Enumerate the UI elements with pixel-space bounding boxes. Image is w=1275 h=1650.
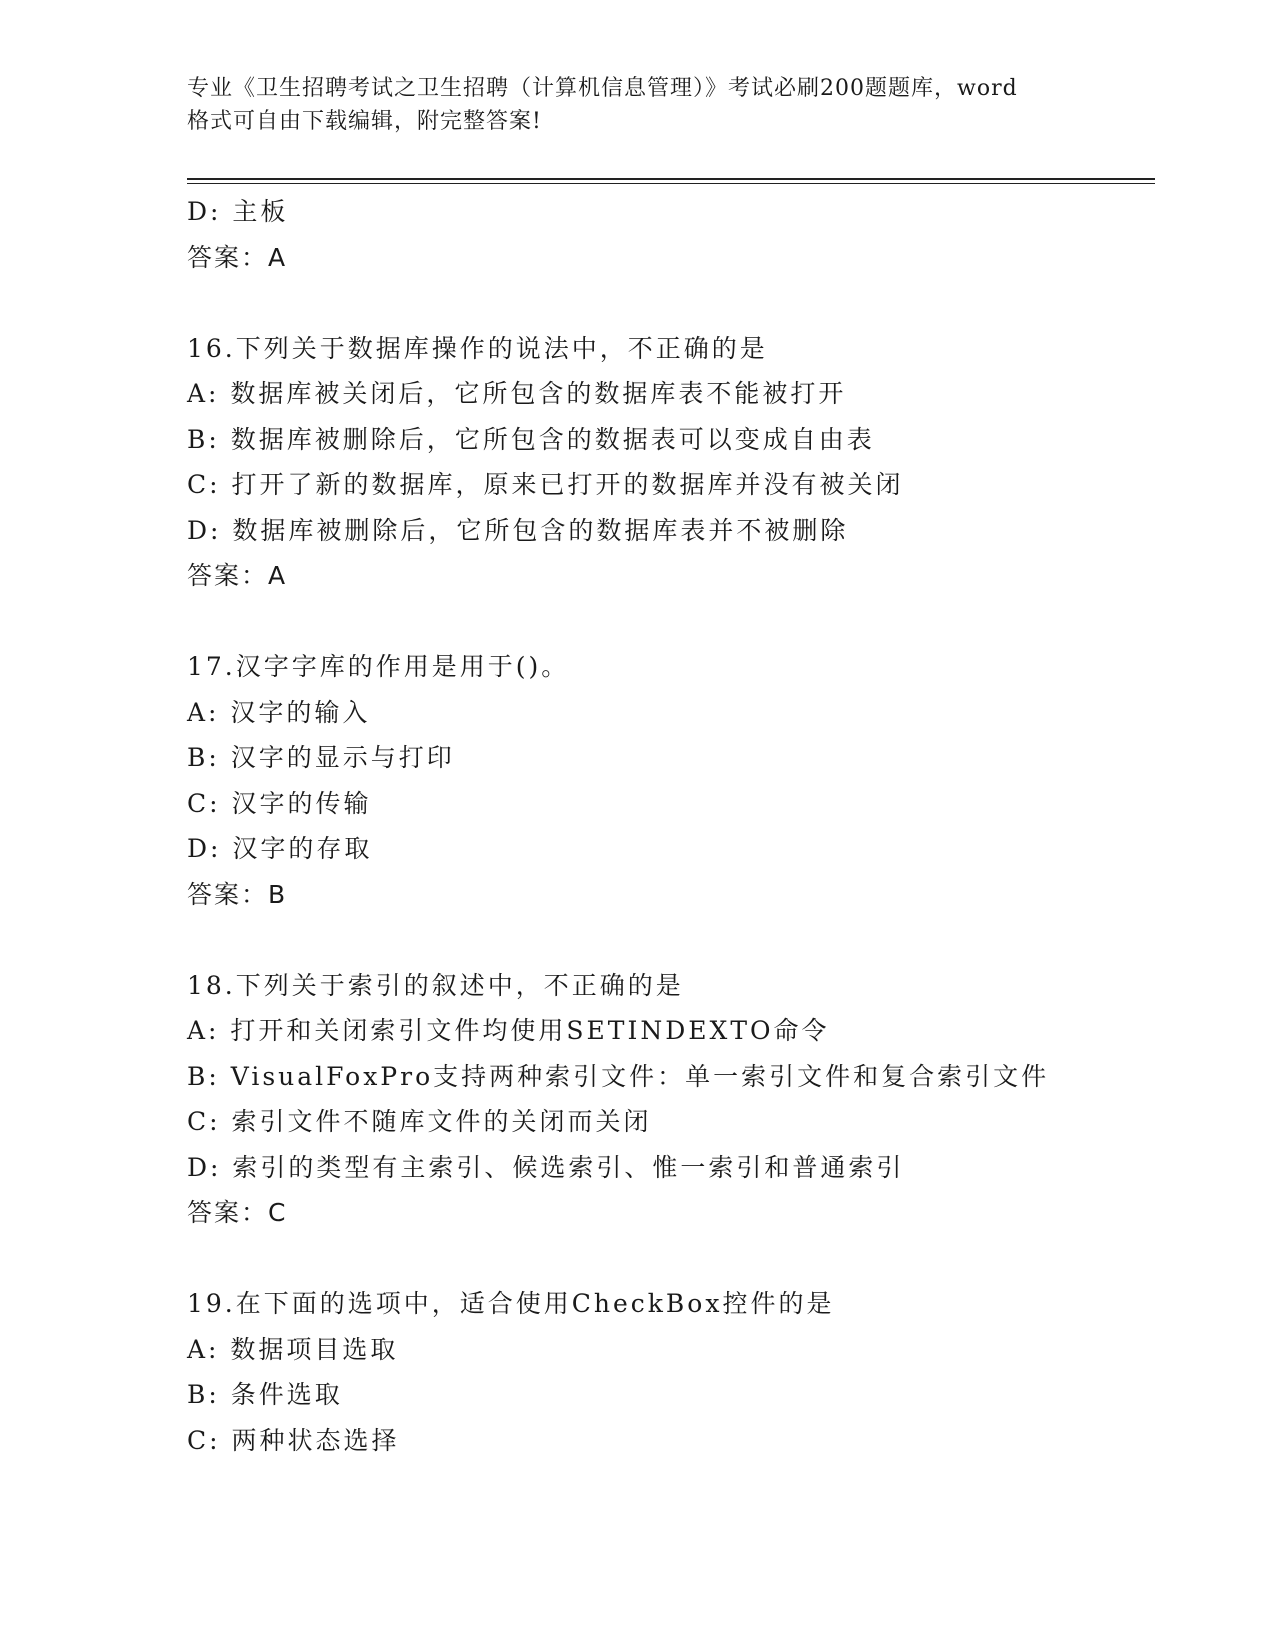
question-19 <box>187 1281 1187 1463</box>
question-stem: 16.下列关于数据库操作的说法中，不正确的是 <box>187 333 768 363</box>
option-d: D: 汉字的存取 <box>187 834 373 863</box>
option-a: A: 数据项目选取 <box>187 1334 399 1364</box>
answer-line: 答案：A <box>187 242 288 272</box>
question-stem: 19.在下面的选项中，适合使用CheckBox控件的是 <box>187 1289 835 1318</box>
answer-line: 答案：A <box>187 561 288 590</box>
option-c: C: 两种状态选择 <box>187 1425 400 1455</box>
answer-line: 答案：C <box>187 1198 288 1227</box>
question-18 <box>187 963 1187 1236</box>
header-line-2: 格式可自由下载编辑，附完整答案! <box>187 109 542 134</box>
option-b: B: VisualFoxPro支持两种索引文件：单一索引文件和复合索引文件 <box>187 1061 1050 1091</box>
answer-line: 答案：B <box>187 879 288 909</box>
option-a: A: 汉字的输入 <box>187 697 371 727</box>
option-b: B: 条件选取 <box>187 1380 343 1409</box>
option-d: D: 数据库被删除后，它所包含的数据库表并不被删除 <box>187 515 849 545</box>
option-b: B: 数据库被删除后，它所包含的数据表可以变成自由表 <box>187 424 875 454</box>
option-b: B: 汉字的显示与打印 <box>187 743 455 772</box>
header-divider-thin <box>187 183 1155 184</box>
option-a: A: 数据库被关闭后，它所包含的数据库表不能被打开 <box>187 379 847 408</box>
document-header <box>187 72 1087 138</box>
question-stem: 17.汉字字库的作用是用于()。 <box>187 652 570 681</box>
question-16 <box>187 326 1187 599</box>
question-stem: 18.下列关于索引的叙述中，不正确的是 <box>187 970 684 1000</box>
option-c: C: 索引文件不随库文件的关闭而关闭 <box>187 1107 652 1136</box>
option-c: C: 打开了新的数据库，原来已打开的数据库并没有被关闭 <box>187 470 904 499</box>
option-a: A: 打开和关闭索引文件均使用SETINDEXTO命令 <box>187 1016 830 1045</box>
question-17 <box>187 644 1187 917</box>
question-list <box>187 189 1187 1463</box>
carryover-block <box>187 189 1187 280</box>
option-c: C: 汉字的传输 <box>187 788 372 818</box>
header-divider-thick <box>187 178 1155 180</box>
option-d: D: 主板 <box>187 197 289 226</box>
option-d: D: 索引的类型有主索引、候选索引、惟一索引和普通索引 <box>187 1152 905 1182</box>
header-line-1: 专业《卫生招聘考试之卫生招聘（计算机信息管理）》考试必刷200题题库，word <box>187 76 1018 101</box>
